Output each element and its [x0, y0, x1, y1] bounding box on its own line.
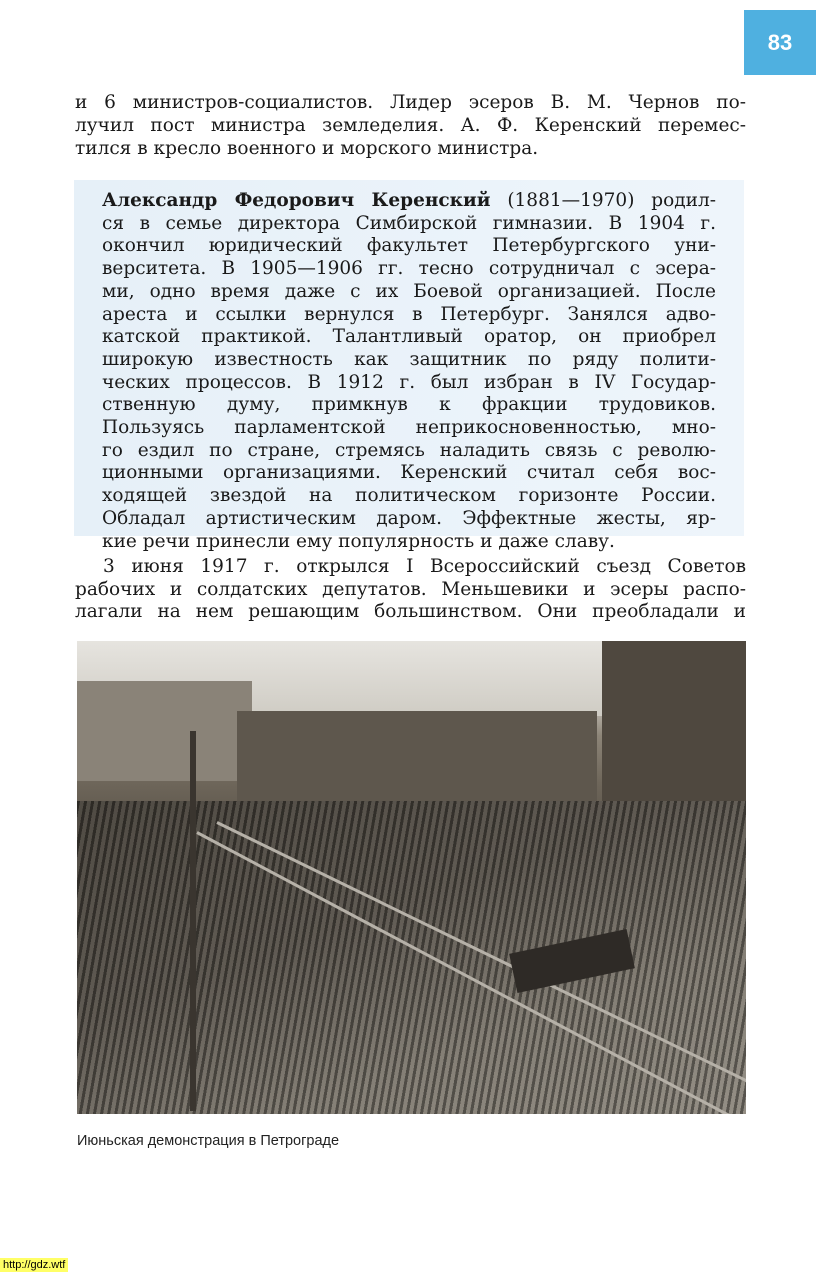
page-number: 83 — [744, 10, 816, 75]
text-line: ми, одно время даже с их Боевой организацией. После — [102, 280, 716, 302]
text-line: Пользуясь парламентской неприкосновенностью, мно- — [102, 417, 716, 438]
text-line: ся в семье директора Симбирской гимназии. В 1904 г. — [102, 212, 716, 234]
bio-first-line — [102, 190, 716, 212]
text-line: верситета. В 1905—1906 гг. тесно сотрудничал с эсера- — [102, 258, 716, 280]
text-line: ционными организациями. Керенский считал себя вос- — [102, 462, 716, 484]
photo-caption: Июньская демонстрация в Петрограде — [77, 1133, 340, 1149]
text-line: лагали на нем решающим большинством. Они преобладали и — [75, 601, 746, 622]
text-line: Обладал артистическим даром. Эффектные жесты, яр- — [102, 507, 716, 529]
text-line: лучил пост министра земледелия. А. Ф. Керенский перемес- — [75, 115, 746, 136]
photo-lamp-post — [190, 731, 196, 1111]
text-line: ходящей звездой на политическом горизонте России. — [102, 485, 716, 507]
photo-building — [77, 681, 252, 781]
photo-building — [237, 711, 597, 806]
photo-crowd — [77, 801, 746, 1114]
bio-dates: (1881—1970) родил- — [490, 190, 716, 211]
demonstration-photo — [77, 641, 746, 1114]
bio-name: Александр Федорович Керенский — [102, 190, 491, 211]
text-line: го ездил по стране, стремясь наладить связь с револю- — [102, 439, 716, 461]
text-line: кие речи принесли ему популярность и даже славу. — [102, 530, 615, 552]
text-line: широкую известность как защитник по ряду полити- — [102, 348, 716, 370]
text-line: и 6 министров-социалистов. Лидер эсеров В. М. Чернов по- — [75, 92, 746, 113]
text-line: 3 июня 1917 г. открылся I Всероссийский съезд Советов — [103, 556, 746, 577]
watermark: http://gdz.wtf — [0, 1258, 68, 1272]
text-line: рабочих и солдатских депутатов. Меньшевики и эсеры распо- — [75, 579, 746, 600]
text-line: тился в кресло военного и морского министра. — [75, 138, 539, 159]
text-line: окончил юридический факультет Петербургского уни- — [102, 235, 716, 257]
biography-box — [74, 180, 744, 552]
text-line: катской практикой. Талантливый оратор, он приобрел — [102, 326, 716, 348]
text-line: ческих процессов. В 1912 г. был избран в IV Государ- — [102, 371, 716, 393]
text-line: ареста и ссылки вернулся в Петербург. Занялся адво- — [102, 303, 716, 325]
text-line: ственную думу, примкнув к фракции трудовиков. — [102, 394, 716, 416]
